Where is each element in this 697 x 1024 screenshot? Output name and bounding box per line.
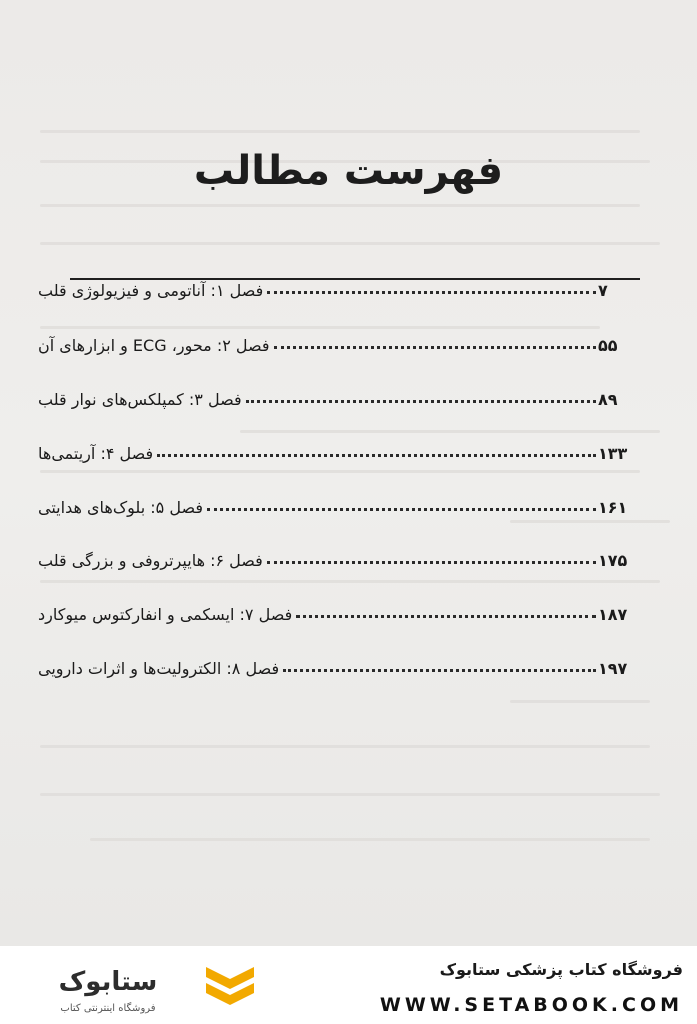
bleed-through-line <box>510 520 670 523</box>
toc-entry[interactable] <box>36 270 632 300</box>
page-title: فهرست مطالب <box>193 148 504 194</box>
store-url-link[interactable]: WWW.SETABOOK.COM <box>379 994 683 1016</box>
toc-entry-page: ۱۹۷ <box>598 659 628 678</box>
toc-entry[interactable] <box>36 487 632 517</box>
toc-entry-label: فصل ۷: ایسکمی و انفارکتوس میوکارد <box>38 605 293 624</box>
bleed-through-line <box>40 204 640 207</box>
toc-leader-dots <box>296 615 596 618</box>
store-name: فروشگاه کتاب پزشکی ستابوک <box>439 960 683 979</box>
toc-leader-dots <box>274 346 596 349</box>
bleed-through-line <box>40 793 660 796</box>
bleed-through-line <box>40 242 660 245</box>
toc-entry[interactable] <box>36 594 632 624</box>
toc-entry[interactable] <box>36 540 632 570</box>
toc-leader-dots <box>283 669 596 672</box>
store-logo-subtitle: فروشگاه اینترنتی کتاب <box>60 1003 156 1014</box>
toc-entry-label: فصل ۲: محور، ECG و ابزارهای آن <box>38 336 270 355</box>
toc-entry-label: فصل ۸: الکترولیت‌ها و اثرات دارویی <box>38 659 280 678</box>
toc-entry[interactable] <box>36 325 632 355</box>
toc-leader-dots <box>157 454 596 457</box>
bleed-through-line <box>90 838 650 841</box>
toc-leader-dots <box>246 400 596 403</box>
toc-leader-dots <box>207 508 596 511</box>
bleed-through-line <box>510 700 650 703</box>
toc-entry-label: فصل ۵: بلوک‌های هدایتی <box>38 498 203 517</box>
bleed-through-line <box>40 130 640 133</box>
toc-entry[interactable] <box>36 648 632 678</box>
toc-entry-page: ۸۹ <box>598 390 618 409</box>
toc-entry-label: فصل ۴: آریتمی‌ها <box>38 444 154 463</box>
toc-entry-label: فصل ۳: کمپلکس‌های نوار قلب <box>38 390 242 409</box>
store-logo-wordmark: ستابوک <box>58 967 158 997</box>
toc-entry-page: ۱۶۱ <box>598 498 628 517</box>
toc-leader-dots <box>267 291 596 294</box>
toc-leader-dots <box>267 561 596 564</box>
toc-entry[interactable] <box>36 379 632 409</box>
toc-entry-page: ۱۷۵ <box>598 551 628 570</box>
toc-entry-label: فصل ۶: هایپرتروفی و بزرگی قلب <box>38 551 263 570</box>
toc-entry-page: ۷ <box>598 281 608 300</box>
bleed-through-line <box>40 580 660 583</box>
toc-entry-page: ۱۸۷ <box>598 605 628 624</box>
toc-entry-page: ۱۳۳ <box>598 444 628 463</box>
toc-entry[interactable] <box>36 433 632 463</box>
bleed-through-line <box>40 745 650 748</box>
toc-entry-page: ۵۵ <box>598 336 618 355</box>
toc-entry-label: فصل ۱: آناتومی و فیزیولوژی قلب <box>38 281 264 300</box>
setabook-chevron-logo-icon <box>204 963 256 1007</box>
bleed-through-line <box>40 470 640 473</box>
